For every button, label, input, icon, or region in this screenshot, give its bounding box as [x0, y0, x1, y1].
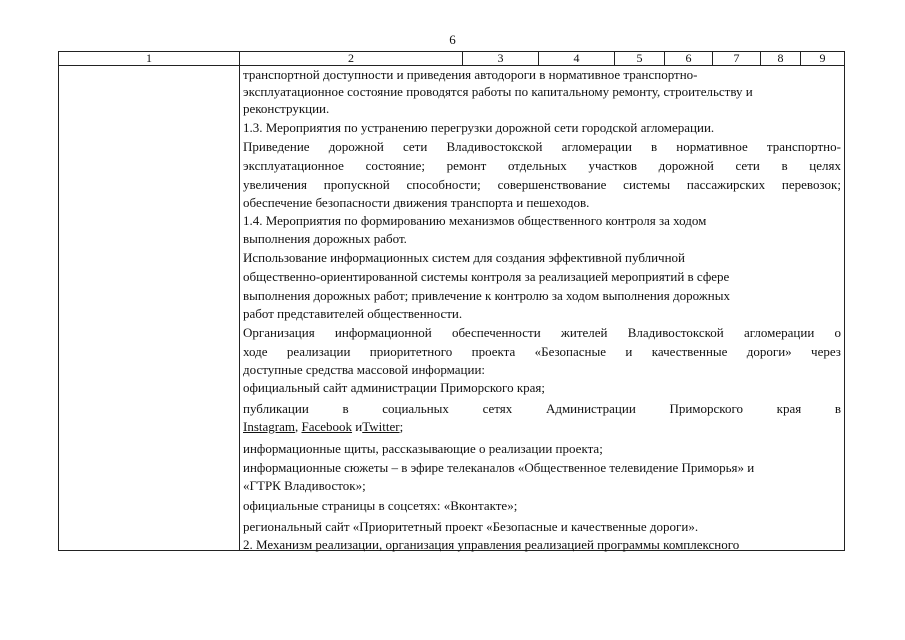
text-line: Использование информационных систем для создания эффективной публичной — [243, 250, 686, 265]
facebook-link[interactable]: Facebook — [301, 419, 353, 434]
word: жителей — [560, 325, 608, 340]
word: пропускной — [323, 177, 390, 192]
column-number-row — [59, 52, 844, 66]
column-number-1: 1 — [59, 52, 240, 65]
text-line: эксплуатационное состояние проводятся работы по капитальному ремонту, строительству и — [243, 84, 753, 99]
word: в — [834, 401, 841, 416]
word: и — [625, 344, 633, 359]
column-number-4: 4 — [539, 52, 615, 65]
word: перевозок; — [781, 177, 841, 192]
word: способности; — [406, 177, 481, 192]
text-line-justified — [243, 324, 841, 341]
word: нормативное — [676, 139, 748, 154]
text-line: выполнения дорожных работ; привлечение к контролю за ходом выполнения дорожных — [243, 288, 730, 303]
word: края — [776, 401, 802, 416]
word: состояние; — [365, 158, 425, 173]
column-number-7: 7 — [713, 52, 761, 65]
word: дорожной — [328, 139, 384, 154]
page-number: 6 — [449, 32, 456, 47]
word: Приморского — [669, 401, 743, 416]
word: ходе — [243, 344, 268, 359]
word: приоритетного — [369, 344, 453, 359]
list-item-social-publications — [243, 400, 841, 417]
instagram-link[interactable]: Instagram — [243, 419, 295, 434]
column-number-8: 8 — [761, 52, 801, 65]
word: Организация — [243, 325, 315, 340]
text-line: выполнения дорожных работ. — [243, 231, 407, 246]
word: отдельных — [507, 158, 567, 173]
text-line: транспортной доступности и приведения автодороги в нормативное транспортно- — [243, 67, 698, 82]
word: целях — [809, 158, 841, 173]
text-line-justified — [243, 176, 841, 193]
list-item-official-site: официальный сайт администрации Приморского края; — [243, 380, 545, 395]
column-number-6: 6 — [665, 52, 713, 65]
word: публикации — [243, 401, 309, 416]
word: проекта — [471, 344, 516, 359]
subsection-heading-1-4: 1.4. Мероприятия по формированию механизмов общественного контроля за ходом — [243, 213, 707, 228]
word: совершенствование — [497, 177, 607, 192]
end-punctuation: ; — [399, 419, 404, 434]
word: Владивостокской — [446, 139, 543, 154]
word: системы — [623, 177, 671, 192]
word: через — [811, 344, 841, 359]
word: «Безопасные — [534, 344, 607, 359]
document-table — [58, 51, 845, 551]
conjunction-text: и — [352, 419, 363, 434]
list-item-info-boards: информационные щиты, рассказывающие о реализации проекта; — [243, 441, 603, 456]
text-line: обеспечение безопасности движения транспорта и пешеходов. — [243, 195, 590, 210]
word: в — [781, 158, 788, 173]
word: увеличения — [243, 177, 307, 192]
word: о — [834, 325, 841, 340]
text-line: «ГТРК Владивосток»; — [243, 478, 366, 493]
word: агломерации — [743, 325, 815, 340]
word: сети — [402, 139, 428, 154]
text-line-justified — [243, 138, 841, 155]
word: дорожной — [658, 158, 714, 173]
word: ремонт — [446, 158, 487, 173]
separator-text: , — [294, 419, 302, 434]
text-line: общественно-ориентированной системы контроля за реализацией мероприятий в сфере — [243, 269, 730, 284]
column-divider — [239, 65, 240, 551]
social-links-line — [243, 418, 403, 435]
text-line-justified — [243, 343, 841, 360]
twitter-link[interactable]: Twitter — [362, 419, 400, 434]
column-number-5: 5 — [615, 52, 665, 65]
column-number-9: 9 — [819, 51, 826, 65]
word: дороги» — [746, 344, 792, 359]
column-number-2: 2 — [240, 52, 463, 65]
text-line: реконструкции. — [243, 101, 330, 116]
word: обеспеченности — [451, 325, 541, 340]
word: сетях — [482, 401, 513, 416]
word: Владивостокской — [627, 325, 724, 340]
word: сети — [735, 158, 760, 173]
text-line: доступные средства массовой информации: — [243, 362, 486, 377]
word: качественные — [651, 344, 728, 359]
section-heading-2: 2. Механизм реализации, организация управления реализацией программы комплексного — [243, 537, 740, 552]
word: Администрации — [545, 401, 636, 416]
word: пассажирских — [686, 177, 766, 192]
text-line: работ представителей общественности. — [243, 306, 463, 321]
list-item-regional-site: региональный сайт «Приоритетный проект «Безопасные и качественные дороги». — [243, 519, 699, 534]
word: агломерации — [561, 139, 632, 154]
word: в — [342, 401, 349, 416]
word: участков — [588, 158, 637, 173]
word: в — [651, 139, 658, 154]
text-line-justified — [243, 157, 841, 174]
column-number-3: 3 — [463, 52, 539, 65]
subsection-heading-1-3: 1.3. Мероприятия по устранению перегрузки дорожной сети городской агломерации. — [243, 120, 715, 135]
word: транспортно- — [766, 139, 841, 154]
word: социальных — [382, 401, 449, 416]
list-item-tv-stories: информационные сюжеты – в эфире телеканалов «Общественное телевидение Приморья» и — [243, 460, 755, 475]
word: эксплуатационное — [243, 158, 344, 173]
list-item-social-pages: официальные страницы в соцсетях: «Вконтакте»; — [243, 498, 518, 513]
word: Приведение — [243, 139, 310, 154]
word: реализации — [286, 344, 351, 359]
word: информационной — [334, 325, 432, 340]
